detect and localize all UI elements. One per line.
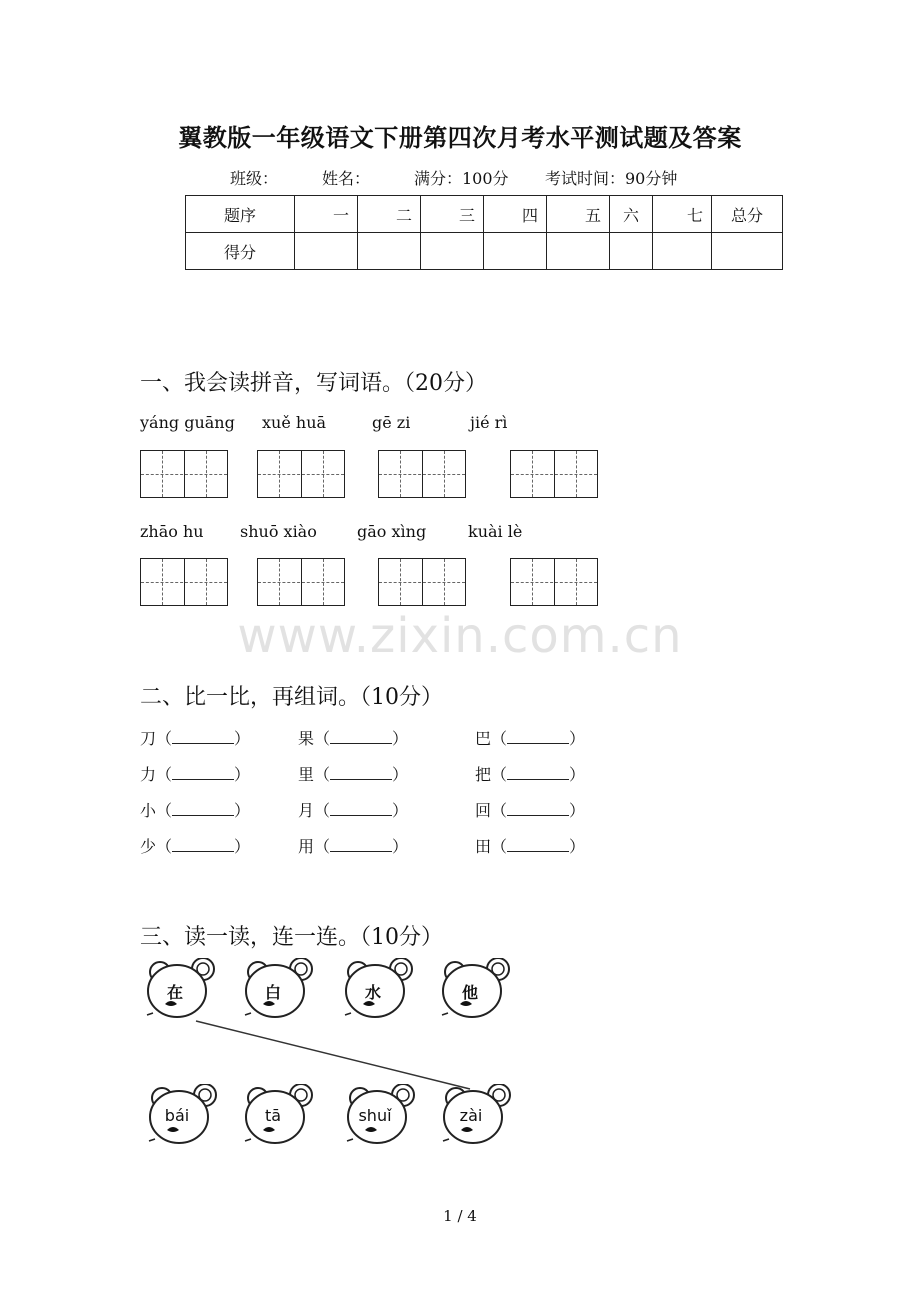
close-paren: ）: [569, 765, 586, 784]
section3-heading: 三、读一读，连一连。（10分）: [140, 925, 443, 950]
mouse-card[interactable]: [243, 1084, 323, 1154]
header-cell: 五: [547, 196, 610, 233]
close-paren: ）: [234, 729, 251, 748]
mouse-card[interactable]: [345, 1084, 425, 1154]
open-paren: （: [314, 801, 331, 820]
character-label: 白: [264, 983, 281, 1002]
section1-heading: 一、我会读拼音，写词语。（20分）: [140, 371, 487, 396]
page-title: 翼教版一年级语文下册第四次月考水平测试题及答案: [178, 123, 742, 152]
open-paren: （: [156, 837, 173, 856]
open-paren: （: [314, 729, 331, 748]
char-label: 少: [140, 837, 157, 856]
pinyin-label: zhāo hu: [140, 522, 204, 541]
header-cell: 六: [610, 196, 653, 233]
char-label: 回: [475, 801, 492, 820]
pinyin-label: kuài lè: [468, 522, 523, 541]
open-paren: （: [491, 837, 508, 856]
pinyin-label: bái: [164, 1106, 190, 1125]
close-paren: ）: [234, 801, 251, 820]
open-paren: （: [314, 837, 331, 856]
char-label: 刀: [140, 729, 157, 748]
open-paren: （: [314, 765, 331, 784]
open-paren: （: [156, 801, 173, 820]
close-paren: ）: [392, 729, 409, 748]
open-paren: （: [156, 765, 173, 784]
char-label: 果: [298, 729, 315, 748]
close-paren: ）: [234, 765, 251, 784]
full-score-label: 满分：100分: [414, 169, 509, 188]
mouse-card[interactable]: [343, 958, 423, 1028]
mouse-card[interactable]: [145, 958, 225, 1028]
pinyin-label: tā: [264, 1106, 282, 1125]
header-cell: 一: [295, 196, 358, 233]
close-paren: ）: [569, 801, 586, 820]
open-paren: （: [491, 765, 508, 784]
pinyin-label: shuǐ: [358, 1106, 392, 1125]
pinyin-label: yáng guāng: [140, 413, 235, 432]
close-paren: ）: [234, 837, 251, 856]
char-label: 里: [298, 765, 315, 784]
char-label: 巴: [475, 729, 492, 748]
character-label: 水: [364, 983, 381, 1002]
watermark: www.zixin.com.cn: [237, 608, 683, 664]
open-paren: （: [491, 729, 508, 748]
mouse-card[interactable]: [147, 1084, 227, 1154]
close-paren: ）: [392, 801, 409, 820]
close-paren: ）: [569, 837, 586, 856]
close-paren: ）: [392, 765, 409, 784]
char-label: 力: [140, 765, 157, 784]
header-cell: 三: [421, 196, 484, 233]
exam-time-label: 考试时间：90分钟: [545, 169, 678, 188]
name-label: 姓名：: [322, 169, 371, 188]
section2-heading: 二、比一比，再组词。（10分）: [140, 685, 443, 710]
mouse-card[interactable]: [243, 958, 323, 1028]
char-label: 把: [475, 765, 492, 784]
header-cell: 题序: [186, 196, 295, 233]
score-row-label: 得分: [186, 233, 295, 270]
character-label: 他: [461, 983, 478, 1002]
header-cell: 七: [653, 196, 712, 233]
char-label: 用: [298, 837, 315, 856]
header-cell: 二: [358, 196, 421, 233]
close-paren: ）: [569, 729, 586, 748]
header-cell: 总分: [712, 196, 783, 233]
pinyin-label: zài: [459, 1106, 483, 1125]
character-label: 在: [166, 983, 183, 1002]
close-paren: ）: [392, 837, 409, 856]
pinyin-label: jié rì: [470, 413, 508, 432]
pinyin-label: gē zi: [372, 413, 411, 432]
char-label: 田: [475, 837, 492, 856]
char-label: 小: [140, 801, 157, 820]
page-number: 1 / 4: [443, 1207, 477, 1225]
pinyin-label: gāo xìng: [357, 522, 427, 541]
pinyin-label: shuō xiào: [240, 522, 317, 541]
mouse-card[interactable]: [440, 958, 520, 1028]
pinyin-label: xuě huā: [262, 413, 327, 432]
class-label: 班级：: [230, 169, 279, 188]
open-paren: （: [491, 801, 508, 820]
header-cell: 四: [484, 196, 547, 233]
char-label: 月: [298, 801, 315, 820]
mouse-card[interactable]: [441, 1084, 521, 1154]
open-paren: （: [156, 729, 173, 748]
